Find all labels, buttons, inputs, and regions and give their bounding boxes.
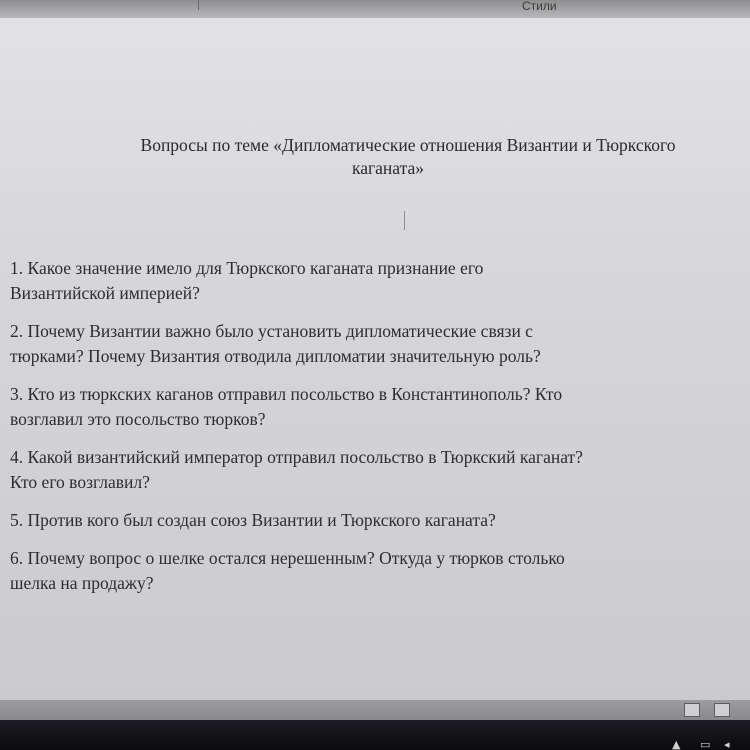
question-line: 2. Почему Византии важно было установить дипломатические связи с: [10, 321, 533, 341]
text-cursor: [404, 211, 405, 230]
question-line: 5. Против кого был создан союз Византии и Тюркского каганата?: [10, 510, 496, 530]
question-line: шелка на продажу?: [10, 573, 154, 593]
taskbar: [0, 720, 750, 750]
question-line: тюрками? Почему Византия отводила дипломатии значительную роль?: [10, 346, 541, 366]
status-bar: [0, 700, 750, 720]
flag-icon[interactable]: ▲: [672, 738, 681, 750]
question-item: [10, 508, 750, 533]
ribbon: [0, 0, 750, 19]
question-item: [10, 546, 750, 596]
document-title-line2: каганата»: [351, 158, 424, 178]
question-item: [10, 319, 750, 369]
question-line: Византийской империей?: [10, 283, 200, 303]
volume-icon[interactable]: ◂: [724, 738, 730, 750]
book-icon[interactable]: [684, 703, 700, 717]
document-title-line1: Вопросы по теме «Дипломатические отношения Византии и Тюркского: [140, 135, 676, 155]
question-list: [10, 256, 750, 609]
question-line: 1. Какое значение имело для Тюркского каганата признание его: [10, 258, 484, 278]
ribbon-separator: [198, 0, 199, 10]
question-line: возглавил это посольство тюрков?: [10, 409, 266, 429]
network-icon[interactable]: ▭: [700, 738, 711, 750]
question-line: 3. Кто из тюркских каганов отправил посольство в Константинополь? Кто: [10, 384, 563, 404]
question-line: 6. Почему вопрос о шелке остался нерешенным? Откуда у тюрков столько: [10, 548, 565, 568]
question-item: [10, 382, 750, 432]
question-item: [10, 256, 750, 306]
ribbon-group-styles-label[interactable]: Стили: [522, 0, 557, 13]
question-item: [10, 445, 750, 495]
document-title: [38, 134, 750, 180]
page-icon[interactable]: [714, 703, 730, 717]
question-line: Кто его возглавил?: [10, 472, 150, 492]
question-line: 4. Какой византийский император отправил посольство в Тюркский каганат?: [10, 447, 583, 467]
